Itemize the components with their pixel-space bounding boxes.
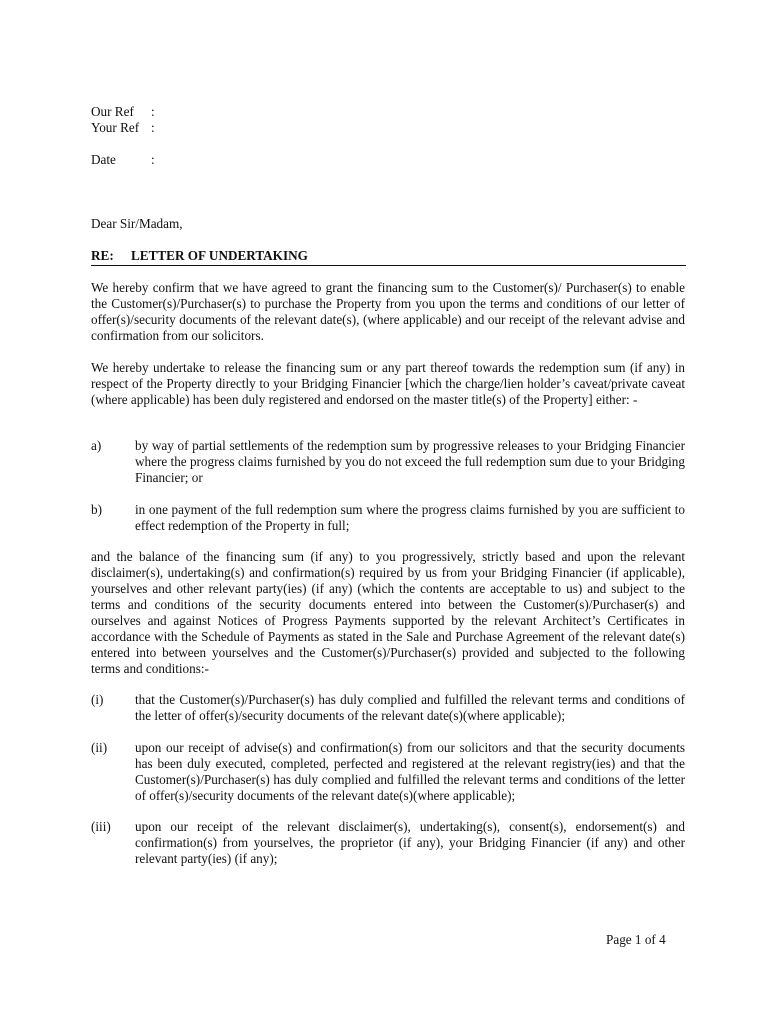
list-item-text: in one payment of the full redemption sum where the progress claims furnished by you are sufficient to effect redemption of the Property in full; xyxy=(135,502,685,533)
list-item xyxy=(91,438,685,486)
date-colon: : xyxy=(151,152,155,167)
reference-block xyxy=(91,104,161,136)
list-item-text: by way of partial settlements of the redemption sum by progressive releases to your Bridging Financier where the progress claims furnished by you do not exceed the full redemption sum due to your Bridging Financier; or xyxy=(135,438,685,485)
subject-heading xyxy=(91,248,686,266)
salutation: Dear Sir/Madam, xyxy=(91,216,183,231)
date-row xyxy=(91,152,161,168)
subject-re-label: RE: xyxy=(91,248,114,263)
paragraph-confirmation: We hereby confirm that we have agreed to grant the financing sum to the Customer(s)/ Purchaser(s) to enable the Customer(s)/Purchaser(s) to purchase the Property from you upon the terms and conditions of our letter of offer(s)/security documents of the relevant date(s), (where applicable) and our receipt of the relevant advise and confirmation from our solicitors. xyxy=(91,280,685,343)
list-item xyxy=(91,502,685,534)
list-item xyxy=(91,819,685,867)
list-item-text: upon our receipt of advise(s) and confirmation(s) from our solicitors and that the security documents has been duly executed, completed, perfected and registered at the relevant registry(ies) and that the Customer(s)/Purchaser(s) has duly complied and fulfilled the relevant terms and conditions of the letter of offer(s)/security documents of the relevant date(s)(where applicable); xyxy=(135,740,685,803)
list-item-text: that the Customer(s)/Purchaser(s) has duly complied and fulfilled the relevant terms and conditions of the letter of offer(s)/security documents of the relevant date(s)(where applicable); xyxy=(135,692,685,723)
list-item-marker: (ii) xyxy=(91,740,108,755)
subject-title: LETTER OF UNDERTAKING xyxy=(131,248,308,263)
paragraph-undertaking: We hereby undertake to release the financing sum or any part thereof towards the redemption sum (if any) in respect of the Property directly to your Bridging Financier [which the charge/lien holder’s caveat/private caveat (where applicable) has been duly registered and endorsed on the master title(s) of the Property] either: - xyxy=(91,360,685,407)
page-number: Page 1 of 4 xyxy=(606,932,666,947)
our-ref-colon: : xyxy=(151,104,155,119)
your-ref-row xyxy=(91,120,161,136)
your-ref-label: Your Ref xyxy=(91,120,140,135)
list-item xyxy=(91,692,685,724)
your-ref-colon: : xyxy=(151,120,155,135)
our-ref-row xyxy=(91,104,161,120)
list-item xyxy=(91,740,685,804)
paragraph-balance: and the balance of the financing sum (if any) to you progressively, strictly based and upon the relevant disclaimer(s), undertaking(s) and confirmation(s) required by us from your Bridging Financier (if applicable), yourselves and other relevant party(ies) (if any) (which the contents are acceptable to us) and subject to the terms and conditions of the security documents entered into between the Customer(s)/Purchaser(s) and ourselves and against Notices of Progress Payments supported by the relevant Architect’s Certificates in accordance with the Schedule of Payments as stated in the Sale and Purchase Agreement of the relevant date(s) entered into between yourselves and the Customer(s)/Purchaser(s) provided and subjected to the following terms and conditions:- xyxy=(91,549,685,676)
date-label: Date xyxy=(91,152,116,167)
our-ref-label: Our Ref xyxy=(91,104,134,119)
list-item-marker: (i) xyxy=(91,692,104,707)
list-item-marker: a) xyxy=(91,438,102,453)
list-item-marker: b) xyxy=(91,502,102,517)
list-item-text: upon our receipt of the relevant disclaimer(s), undertaking(s), consent(s), endorsement(s) and confirmation(s) from yourselves, the proprietor (if any), your Bridging Financier (if any) and other relevant party(ies) (if any); xyxy=(135,819,685,866)
list-item-marker: (iii) xyxy=(91,819,111,834)
